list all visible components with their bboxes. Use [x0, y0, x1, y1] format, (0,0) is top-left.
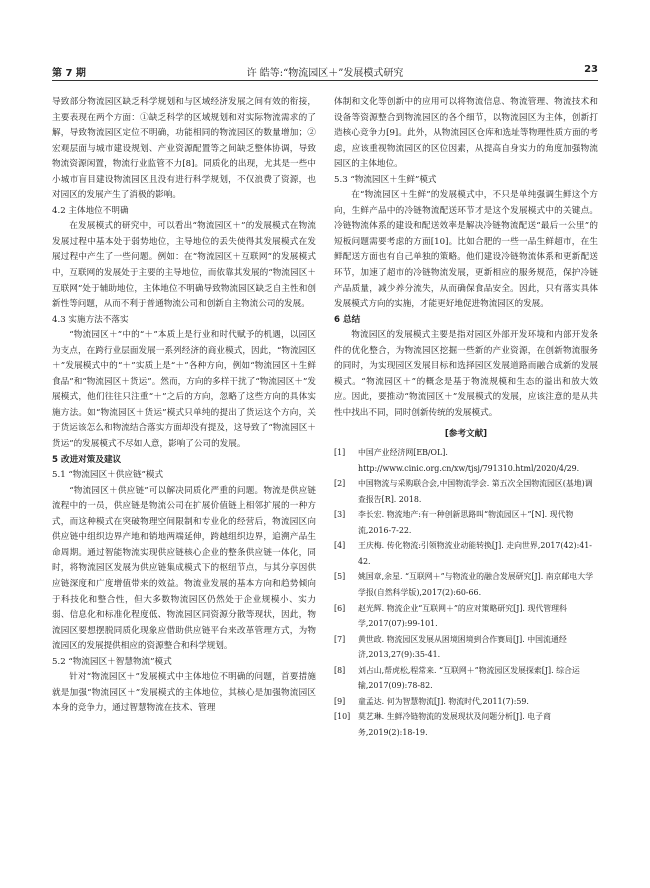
reference-item	[334, 445, 598, 476]
subsection-heading-5-3: 5.3 “物流园区＋生鲜”模式	[334, 174, 437, 185]
reference-text: 中国产业经济网[EB/OL]. http://www.cinic.org.cn/xw/tjsj/791310.html/2020/4/29.	[358, 448, 580, 473]
running-header	[52, 60, 598, 81]
reference-item	[334, 538, 598, 569]
reference-item	[334, 632, 598, 663]
reference-list	[334, 445, 598, 740]
paragraph: “物流园区＋供应链”可以解决同质化严重的问题。物流是供应链流程中的一员，供应链是物流公司在扩展价值链上相邻扩展的一种方式，而这种模式在突破物理空间限制和专业化的经营后，物流园区向供应链中组织边界产地和销地两端延伸，跨越组织边界，追溯产品生命周期。通过智能物流实现供应链核心企业的整条供应链一体化，同时，将物流园区发展为供应链集成模式下的枢纽节点，与其分享因供应链深度和广度增值带来的效益。物流业发展的基本方向和趋势倾向于科技化和整合性，但大多数物流园区仍然处于企业规模小、实力弱、信息化和标准化程度低、物流园区同资源分散等现状，因此，物流园区要想摆脱同质化现象应借助供应链平台来改革管理方式，为物流园区的发展提供相应的资源整合和科学规划。	[52, 485, 316, 652]
left-column	[52, 95, 316, 717]
reference-number: [10]	[334, 712, 351, 722]
reference-text: 童孟达. 何为智慧物流[J]. 物流时代,2011(7):59.	[358, 696, 529, 706]
reference-number: [9]	[334, 696, 346, 706]
reference-number: [5]	[334, 572, 346, 582]
reference-text: 刘占山,帮虎松,程常来. “互联网＋”物流园区发展探索[J]. 综合运输,2017(09):78-82.	[358, 665, 580, 691]
reference-text: 中国物流与采购联合会,中国物流学会. 第五次全国物流园区(基地)调查报告[R]. 2018.	[358, 479, 593, 504]
section-heading-5: 5 改进对策及建议	[52, 454, 122, 465]
article-title: 许 皓等:“物流园区＋”发展模式研究	[246, 68, 404, 79]
paragraph: 物流园区的发展模式主要是指对园区外部开发环境和内部开发条件的优化整合，为物流园区挖掘一些新的产业资源，在创新物流服务的同时，为实现园区发展目标和选择园区发展道路而融合成新的发展模式。“物流园区＋”的概念是基于物流规模和生态的溢出和放大效应。因此，要推动“物流园区＋”发展模式的发展，应该注意的是从共性中找出不同，同时创新传统的发展模式。	[334, 330, 598, 418]
issue-number: 第 7 期	[52, 68, 86, 79]
reference-number: [8]	[334, 665, 346, 675]
subsection-heading-5-2: 5.2 “物流园区＋智慧物流”模式	[52, 656, 172, 667]
subsection-heading-4-3: 4.3 实施方法不落实	[52, 314, 129, 325]
subsection-heading-4-2: 4.2 主体地位不明确	[52, 205, 129, 216]
reference-item	[334, 476, 598, 507]
paragraph: 在“物流园区＋生鲜”的发展模式中，不只是单纯强调生鲜这个方向，生鲜产品中的冷链物流配送环节才是这个发展模式中的关键点。冷链物流体系的建设和配送效率是解决冷链物流配送“最后一公里”的短板问题需要考虑的方面[10]。比如合肥的一些一品生鲜超市，在生鲜配送方面也有自己单独的策略。他们建设冷链物流体系和更新配送环节，加速了超市的冷链物流发展，更新相应的服务规范，保护冷链产品质量，减少养分流失，从而确保食品安全。因此，只有落实具体发展模式方向的实施，才能更好地促进物流园区的发展。	[334, 190, 598, 310]
subsection-heading-5-1: 5.1 “物流园区＋供应链”模式	[52, 470, 164, 481]
reference-item	[334, 709, 598, 740]
reference-number: [7]	[334, 634, 346, 644]
reference-text: 赵光辉. 物流企业“互联网＋”的应对策略研究[J]. 现代管理科学,2017(07):99-101.	[358, 603, 567, 629]
paragraph: 体制和文化等创新中的应用可以将物流信息、物流管理、物流技术和设备等资源整合到物流园区的各个细节，以物流园区为主体，创新打造核心竞争力[9]。此外，从物流园区仓库和选址等物理性质方面的考虑，应该重视物流园区的区位因素，从提高自身实力的角度加强物流园区的主体地位。	[334, 97, 598, 170]
reference-number: [6]	[334, 603, 346, 613]
reference-number: [1]	[334, 448, 346, 458]
reference-item	[334, 663, 598, 694]
paragraph: 针对“物流园区＋”发展模式中主体地位不明确的问题，首要措施就是加强“物流园区＋”发展模式的主体地位，其核心是加强物流园区本身的竞争力，通过智慧物流在技术、管理	[52, 672, 316, 714]
reference-item	[334, 694, 598, 710]
reference-text: 姚国章,余星. “互联网＋”与物流业的融合发展研究[J]. 南京邮电大学学报(自然科学版),2017(2):60-66.	[358, 572, 594, 597]
reference-text: 李长宏. 物流地产:有一种创新思路叫“物流园区＋”[N]. 现代物流,2016-7-22.	[358, 510, 574, 535]
reference-item	[334, 507, 598, 538]
page-number: 23	[584, 64, 598, 75]
section-heading-6: 6 总结	[334, 314, 361, 325]
reference-number: [4]	[334, 541, 346, 551]
paragraph: 在发展模式的研究中，可以看出“物流园区＋”的发展模式在物流发展过程中基本处于弱势地位，主导地位的丢失使得其发展模式在发展过程中产生了一些问题。例如：在“物流园区＋互联网”的发展模式中，互联网的发展处于主要的主导地位，而依靠其发展的“物流园区＋互联网”处于辅助地位，主体地位不明确导致物流园区缺乏自主性和创新性等问题，从而不利于普通物流公司和创新自主物流公司的发展。	[52, 221, 316, 310]
paragraph: 导致部分物流园区缺乏科学规划和与区域经济发展之间有效的衔接，主要表现在两个方面：①缺乏科学的区域规划和对实际物流需求的了解，导致物流园区定位不明确，功能相同的物流园区的数量增加；②宏观层面与城市建设规划、产业资源配置等之间缺乏整体协调，导致物流资源闲置，物流行业监管不力[8]。同质化的出现，尤其是一些中小城市盲目建设物流园区且没有进行科学规划，不仅浪费了资源，也对园区的发展产生了消极的影响。	[52, 97, 316, 201]
reference-text: 王庆梅. 传化物流:引领物流业动能转换[J]. 走向世界,2017(42):41-42.	[358, 541, 592, 566]
reference-item	[334, 601, 598, 632]
reference-text: 黄世政. 物流园区发展从困境困境到合作赛局[J]. 中国流通经济,2013,27(9):35-41.	[358, 634, 567, 660]
reference-text: 莫艺琳. 生鲜冷链物流的发展现状及问题分析[J]. 电子商务,2019(2):18-19.	[358, 712, 551, 737]
right-column	[334, 95, 598, 740]
reference-item	[334, 569, 598, 600]
reference-number: [2]	[334, 479, 346, 489]
paragraph: “物流园区＋”中的“＋”本质上是行业和时代赋予的机遇，以园区为支点，在跨行业层面发展一系列经济的商业模式，因此，“物流园区＋”发展模式中的“＋”实质上是“＋”各种方向，例如“物流园区＋生鲜食品”和“物流园区＋货运”。然而，方向的多样干扰了“物流园区＋”发展模式，他们往往只注重“＋”之后的方向，忽略了这些方向的具体实施方法。如“物流园区＋货运”模式只单纯的提出了货运这个方向，关于货运该怎么和物流结合落实方面却没有提及，这导致了“物流园区＋货运”的发展模式不尽如人意，影响了公司的发展。	[52, 330, 316, 450]
references-heading: [参考文献]	[444, 429, 488, 440]
reference-number: [3]	[334, 510, 346, 520]
